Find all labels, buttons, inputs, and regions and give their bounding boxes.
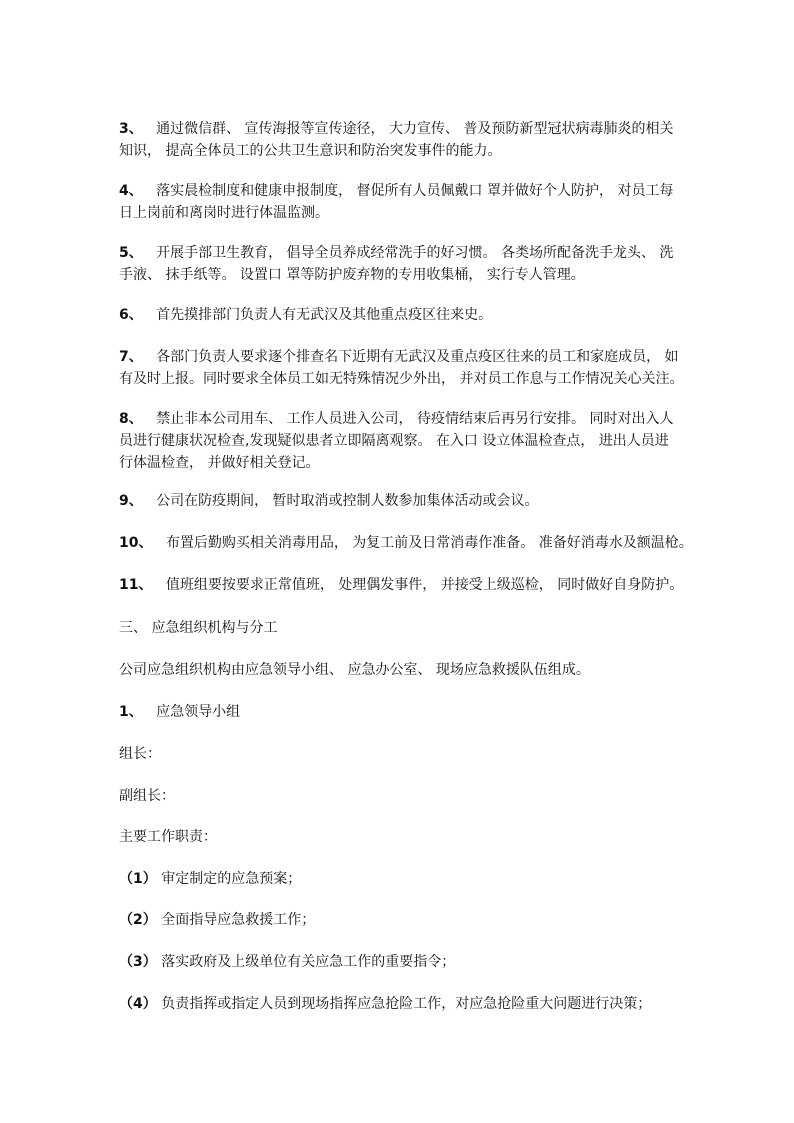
item-number: 10、 (119, 535, 153, 551)
org-intro: 公司应急组织机构由应急领导小组、 应急办公室、 现场应急救援队伍组成。 (119, 662, 590, 678)
item-text: 布置后勤购买相关消毒用品， 为复工前及日常消毒作准备。 准备好消毒水及额温枪。 (165, 535, 693, 551)
list-item (119, 532, 693, 554)
list-item (119, 574, 684, 596)
duty-text: 全面指导应急救援工作； (161, 912, 316, 928)
duty-item (119, 951, 679, 973)
list-item (119, 346, 684, 390)
item-number: 5、 (119, 245, 143, 261)
item-number: 9、 (119, 493, 143, 509)
duty-number: （4） (119, 996, 157, 1012)
item-number: 8、 (119, 411, 143, 427)
item-text: 行体温检查， 并做好相关登记。 (119, 455, 320, 471)
list-item (119, 180, 679, 224)
list-item (119, 408, 679, 474)
item-text: 各部门负责人要求逐个排查名下近期有无武汉及重点疫区往来的员工和家庭成员， 如 (156, 349, 679, 365)
list-item (119, 242, 679, 286)
item-text: 开展手部卫生教育， 倡导全员养成经常洗手的好习惯。 各类场所配备洗手龙头、 洗 (156, 245, 674, 261)
duty-text: 落实政府及上级单位有关应急工作的重要指令； (161, 954, 456, 970)
leader-label: 组长： (119, 746, 161, 762)
list-item (119, 490, 679, 512)
item-number: 6、 (119, 307, 143, 323)
deputy-label: 副组长： (119, 788, 175, 804)
duty-number: （2） (119, 912, 157, 928)
item-text: 知识， 提高全体员工的公共卫生意识和防治突发事件的能力。 (119, 143, 502, 159)
item-text: 有及时上报。同时要求全体员工如无特殊情况少外出， 并对员工作息与工作情况关心关注。 (119, 371, 684, 387)
item-text: 首先摸排部门负责人有无武汉及其他重点疫区往来史。 (156, 307, 493, 323)
duty-number: （3） (119, 954, 157, 970)
item-text: 通过微信群、 宣传海报等宣传途径， 大力宣传、 普及预防新型冠状病毒肺炎的相关 (156, 121, 674, 137)
item-number: 3、 (119, 121, 143, 137)
subsection-heading (119, 701, 679, 723)
list-item (119, 118, 679, 162)
duty-item (119, 868, 679, 890)
subsection-text: 应急领导小组 (156, 704, 241, 720)
section-heading: 三、 应急组织机构与分工 (119, 620, 278, 636)
duty-text: 审定制定的应急预案； (161, 871, 302, 887)
duty-text: 负责指挥或指定人员到现场指挥应急抢险工作，对应急抢险重大问题进行决策； (161, 996, 652, 1012)
item-text: 禁止非本公司用车、 工作人员进入公司， 待疫情结束后再另行安排。 同时对出入人 (156, 411, 674, 427)
item-text: 公司在防疫期间， 暂时取消或控制人数参加集体活动或会议。 (156, 493, 539, 509)
item-text: 值班组要按要求正常值班， 处理偶发事件， 并接受上级巡检， 同时做好自身防护。 (165, 577, 684, 593)
item-number: 7、 (119, 349, 143, 365)
item-text: 员进行健康状况检查,发现疑似患者立即隔离观察。 在入口 设立体温检查点， 进出人员进 (119, 433, 669, 449)
item-text: 落实晨检制度和健康申报制度， 督促所有人员佩戴口 罩并做好个人防护， 对员工每 (156, 183, 674, 199)
item-number: 11、 (119, 577, 153, 593)
subsection-number: 1、 (119, 704, 143, 720)
duties-title: 主要工作职责： (119, 829, 217, 845)
duty-number: （1） (119, 871, 157, 887)
list-item (119, 304, 679, 326)
duty-item (119, 993, 679, 1015)
duty-item (119, 909, 679, 931)
item-text: 日上岗前和离岗时进行体温监测。 (119, 205, 329, 221)
item-text: 手液、 抹手纸等。 设置口 罩等防护废弃物的专用收集桶， 实行专人管理。 (119, 267, 585, 283)
item-number: 4、 (119, 183, 143, 199)
